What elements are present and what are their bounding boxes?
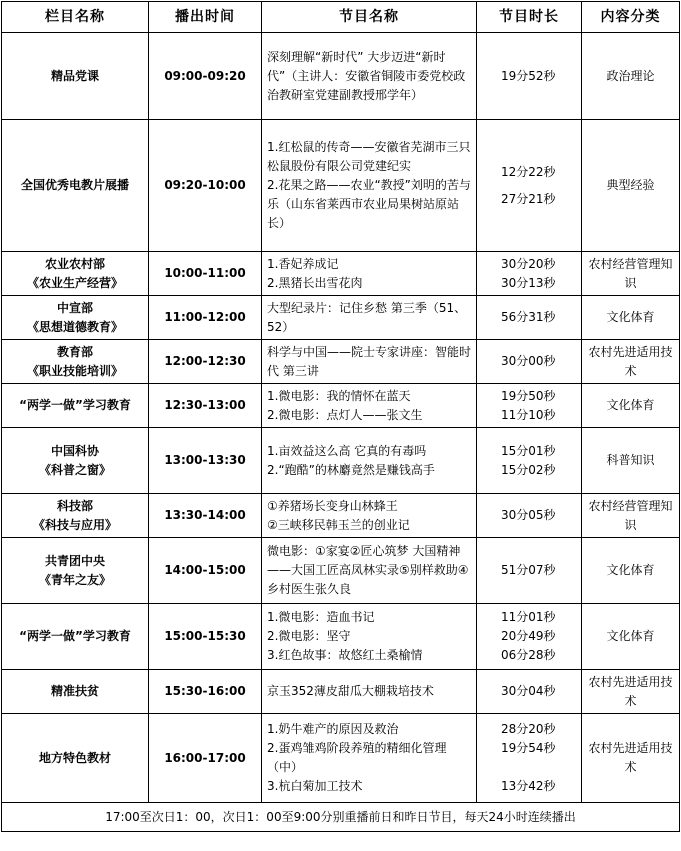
category: 典型经验 [582, 120, 680, 252]
column-name-cell [2, 538, 149, 604]
duration-item: 15分01秒 [501, 443, 556, 458]
duration-item: 13分42秒 [501, 779, 556, 793]
column-name: “两学一做”学习教育 [19, 629, 131, 643]
program-cell [262, 494, 477, 538]
column-name-cell [2, 604, 149, 670]
program-item: 2.花果之路——农业“教授”刘明的苦与乐（山东省莱西市农业局果树站原站长） [267, 178, 471, 230]
table-row [2, 538, 680, 604]
header-column-name: 栏目名称 [2, 2, 149, 33]
program-cell [262, 714, 477, 803]
column-name: 教育部 [56, 344, 93, 359]
air-time: 15:00-15:30 [149, 604, 262, 670]
program-cell [262, 670, 477, 714]
header-row [2, 2, 680, 33]
air-time: 16:00-17:00 [149, 714, 262, 803]
duration-cell [477, 384, 582, 428]
table-row [2, 494, 680, 538]
program-item: ②三峡移民韩玉兰的创业记 [267, 517, 410, 532]
program-cell [262, 340, 477, 384]
program-item: 1.微电影：我的情怀在蓝天 [267, 388, 411, 403]
column-name-cell [2, 33, 149, 120]
air-time: 14:00-15:00 [149, 538, 262, 604]
duration-item: 12分22秒 [501, 164, 556, 179]
duration-cell [477, 296, 582, 340]
column-name: 地方特色教材 [38, 750, 111, 765]
air-time: 09:20-10:00 [149, 120, 262, 252]
column-name-cell [2, 384, 149, 428]
column-name-cell [2, 296, 149, 340]
header-program-name: 节目名称 [262, 2, 477, 33]
column-name-cell [2, 120, 149, 252]
table-row [2, 340, 680, 384]
program-cell [262, 33, 477, 120]
program-item: 2.微电影：坚守 [267, 629, 351, 643]
air-time: 15:30-16:00 [149, 670, 262, 714]
air-time: 13:30-14:00 [149, 494, 262, 538]
column-name: 中宣部 [56, 300, 93, 315]
program-item: 1.亩效益这么高 它真的有毒吗 [267, 443, 427, 458]
duration-item: 30分13秒 [501, 275, 556, 290]
air-time: 10:00-11:00 [149, 252, 262, 296]
column-name: 精准扶贫 [50, 684, 99, 698]
program-cell [262, 252, 477, 296]
duration-cell [477, 120, 582, 252]
column-name: 科技部 [56, 498, 93, 513]
header-air-time: 播出时间 [149, 2, 262, 33]
program-item: 2.微电影：点灯人——张文生 [267, 407, 423, 422]
duration-cell [477, 252, 582, 296]
duration-item: 06分28秒 [501, 648, 556, 662]
duration-item: 30分05秒 [501, 508, 556, 522]
duration-item: 27分21秒 [501, 191, 556, 206]
duration-cell [477, 494, 582, 538]
program-item: 2.蛋鸡雏鸡阶段养殖的精细化管理（中） [267, 741, 447, 774]
column-name: 农业农村部 [44, 256, 105, 271]
duration-item: 20分49秒 [501, 629, 556, 643]
header-duration: 节目时长 [477, 2, 582, 33]
column-subname: 《科普之窗》 [38, 462, 111, 477]
table-row [2, 384, 680, 428]
column-name-cell [2, 714, 149, 803]
category: 农村先进适用技术 [582, 714, 680, 803]
program-item: 3.红色故事：故悠红土桑榆情 [267, 648, 423, 662]
column-name: 共青团中央 [44, 553, 105, 568]
schedule-table [1, 1, 680, 832]
program-item: 1.奶牛难产的原因及救治 [267, 722, 399, 736]
duration-item: 19分54秒 [501, 741, 556, 755]
duration-item: 19分52秒 [501, 68, 556, 83]
duration-item: 51分07秒 [501, 563, 556, 577]
program-item: 2.黑猪长出雪花肉 [267, 275, 363, 290]
duration-item: 19分50秒 [501, 388, 556, 403]
duration-cell [477, 604, 582, 670]
column-name: 中国科协 [50, 443, 99, 458]
program-item: 大型纪录片：记住乡愁 第三季（51、52） [267, 300, 467, 334]
category: 农村先进适用技术 [582, 340, 680, 384]
header-category: 内容分类 [582, 2, 680, 33]
program-item: 1.微电影：造血书记 [267, 610, 375, 624]
table-row [2, 428, 680, 494]
air-time: 12:30-13:00 [149, 384, 262, 428]
program-cell [262, 120, 477, 252]
program-item: 3.杭白菊加工技术 [267, 779, 363, 793]
category: 文化体育 [582, 538, 680, 604]
program-item: 深刻理解“新时代” 大步迈进“新时代”（主讲人：安徽省铜陵市委党校政治教研室党建副教授邢学年） [267, 49, 466, 102]
category: 科普知识 [582, 428, 680, 494]
column-subname: 《思想道德教育》 [26, 319, 123, 334]
program-item: 1.红松鼠的传奇——安徽省芜湖市三只松鼠股份有限公司党建纪实 [267, 140, 471, 173]
table-row [2, 714, 680, 803]
category: 农村经营管理知识 [582, 252, 680, 296]
column-name-cell [2, 428, 149, 494]
program-item: 1.香妃养成记 [267, 256, 339, 271]
air-time: 13:00-13:30 [149, 428, 262, 494]
column-subname: 《职业技能培训》 [26, 363, 123, 378]
program-cell [262, 384, 477, 428]
column-name: 精品党课 [50, 68, 99, 83]
duration-item: 11分10秒 [501, 407, 556, 422]
column-name: 全国优秀电教片展播 [20, 178, 129, 192]
category: 政治理论 [582, 33, 680, 120]
program-item: 科学与中国——院士专家讲座：智能时代 第三讲 [267, 344, 472, 378]
category: 文化体育 [582, 296, 680, 340]
column-name: “两学一做”学习教育 [19, 398, 131, 412]
air-time: 09:00-09:20 [149, 33, 262, 120]
duration-item: 30分20秒 [501, 256, 556, 271]
air-time: 11:00-12:00 [149, 296, 262, 340]
column-subname: 《农业生产经营》 [26, 275, 123, 290]
duration-cell [477, 33, 582, 120]
column-subname: 《科技与应用》 [32, 517, 117, 532]
footer-row [2, 803, 680, 832]
category: 农村经营管理知识 [582, 494, 680, 538]
duration-cell [477, 340, 582, 384]
table-row [2, 33, 680, 120]
column-name-cell [2, 494, 149, 538]
duration-cell [477, 714, 582, 803]
duration-item: 28分20秒 [501, 722, 556, 736]
program-cell [262, 538, 477, 604]
duration-cell [477, 538, 582, 604]
program-cell [262, 604, 477, 670]
duration-cell [477, 670, 582, 714]
duration-item: 30分00秒 [501, 354, 556, 368]
category: 文化体育 [582, 384, 680, 428]
table-row [2, 296, 680, 340]
column-name-cell [2, 252, 149, 296]
table-row [2, 252, 680, 296]
table-row [2, 120, 680, 252]
program-item: 京玉352薄皮甜瓜大棚栽培技术 [267, 684, 434, 698]
air-time: 12:00-12:30 [149, 340, 262, 384]
program-item: ①养猪场长变身山林蜂王 [267, 498, 398, 513]
duration-item: 56分31秒 [501, 310, 556, 324]
duration-cell [477, 428, 582, 494]
duration-item: 15分02秒 [501, 462, 556, 477]
program-cell [262, 296, 477, 340]
column-name-cell [2, 670, 149, 714]
table-row [2, 604, 680, 670]
column-subname: 《青年之友》 [38, 572, 111, 587]
program-cell [262, 428, 477, 494]
category: 文化体育 [582, 604, 680, 670]
duration-item: 30分04秒 [501, 684, 556, 698]
table-row [2, 670, 680, 714]
program-item: 2.“跑酷”的林麝竟然是赚钱高手 [267, 462, 435, 477]
duration-item: 11分01秒 [501, 610, 556, 624]
footer-note: 17:00至次日1：00，次日1：00至9:00分别重播前日和昨日节目，每天24小时连续播出 [2, 803, 680, 832]
program-item: 微电影：①家宴②匠心筑梦 大国精神——大国工匠高凤林实录⑤别样救助④乡村医生张久良 [267, 544, 469, 596]
column-name-cell [2, 340, 149, 384]
category: 农村先进适用技术 [582, 670, 680, 714]
